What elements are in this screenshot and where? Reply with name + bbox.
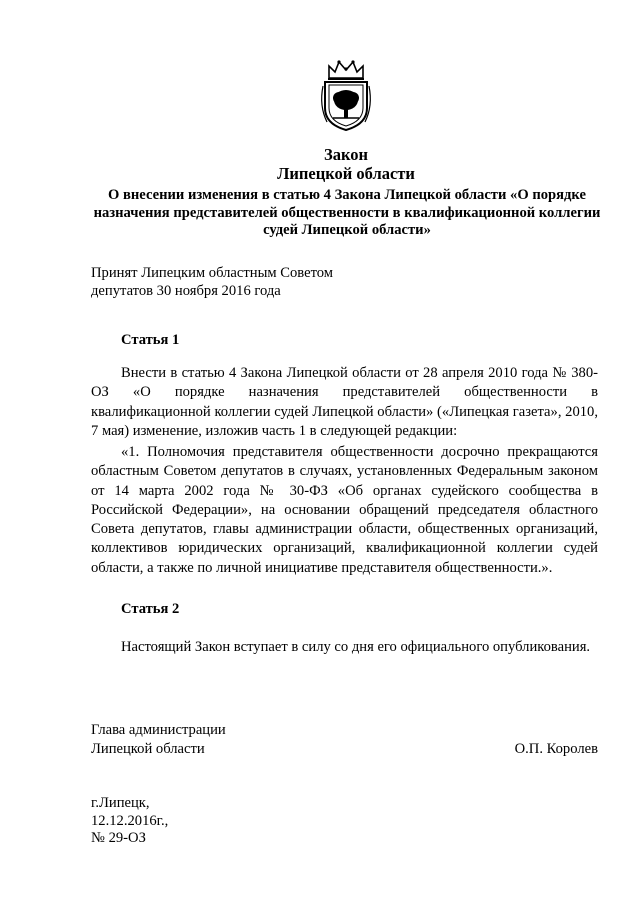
region-title: Липецкой области [277, 164, 415, 183]
footer-city: г.Липецк, [91, 795, 150, 811]
document-registration-footer [91, 795, 291, 848]
coat-of-arms-icon [317, 58, 375, 132]
acceptance-note [91, 265, 391, 300]
signatory-title [91, 721, 341, 760]
document-type-title: Закон [323, 145, 368, 164]
footer-number: № 29-ОЗ [91, 830, 146, 846]
article-1-paragraph-1: Внести в статью 4 Закона Липецкой области от 28 апреля 2010 года № 380-ОЗ «О порядке назначения представителей общественности в квалификационной коллегии судей Липецкой области» («Липецкая газета», 2010, 7 мая) изменение, изложив часть 1 в следующей редакции: [91, 365, 598, 439]
law-subject-title: О внесении изменения в статью 4 Закона Липецкой области «О порядке назначения представителей общественности в квалификационной коллегии судей Липецкой области» [93, 187, 601, 238]
article-2-paragraph-1: Настоящий Закон вступает в силу со дня его официального опубликования. [121, 639, 591, 655]
article-1-heading: Статья 1 [121, 332, 180, 348]
article-2-heading: Статья 2 [121, 601, 180, 617]
signatory-title-line-2: Липецкой области [91, 741, 205, 758]
acceptance-line-2: депутатов 30 ноября 2016 года [91, 282, 281, 299]
acceptance-line-1: Принят Липецким областным Советом [91, 265, 334, 281]
signatory-name: О.П. Королев [514, 741, 598, 757]
article-1-paragraph-2: «1. Полномочия представителя общественности досрочно прекращаются областным Советом депутатов в случаях, установленных Федеральным законом от 14 марта 2002 года № 30-ФЗ «Об органах судейского сообщества в Российской Федерации», на основании обращений председателя областного Совета депутатов, главы администрации области, общественных организаций, коллективов юридических организаций, квалификационной коллегии судей области, а также по личной инициативе представителя общественности.». [91, 444, 598, 576]
signatory-title-line-1: Глава администрации [91, 722, 226, 738]
footer-date: 12.12.2016г., [91, 812, 169, 829]
